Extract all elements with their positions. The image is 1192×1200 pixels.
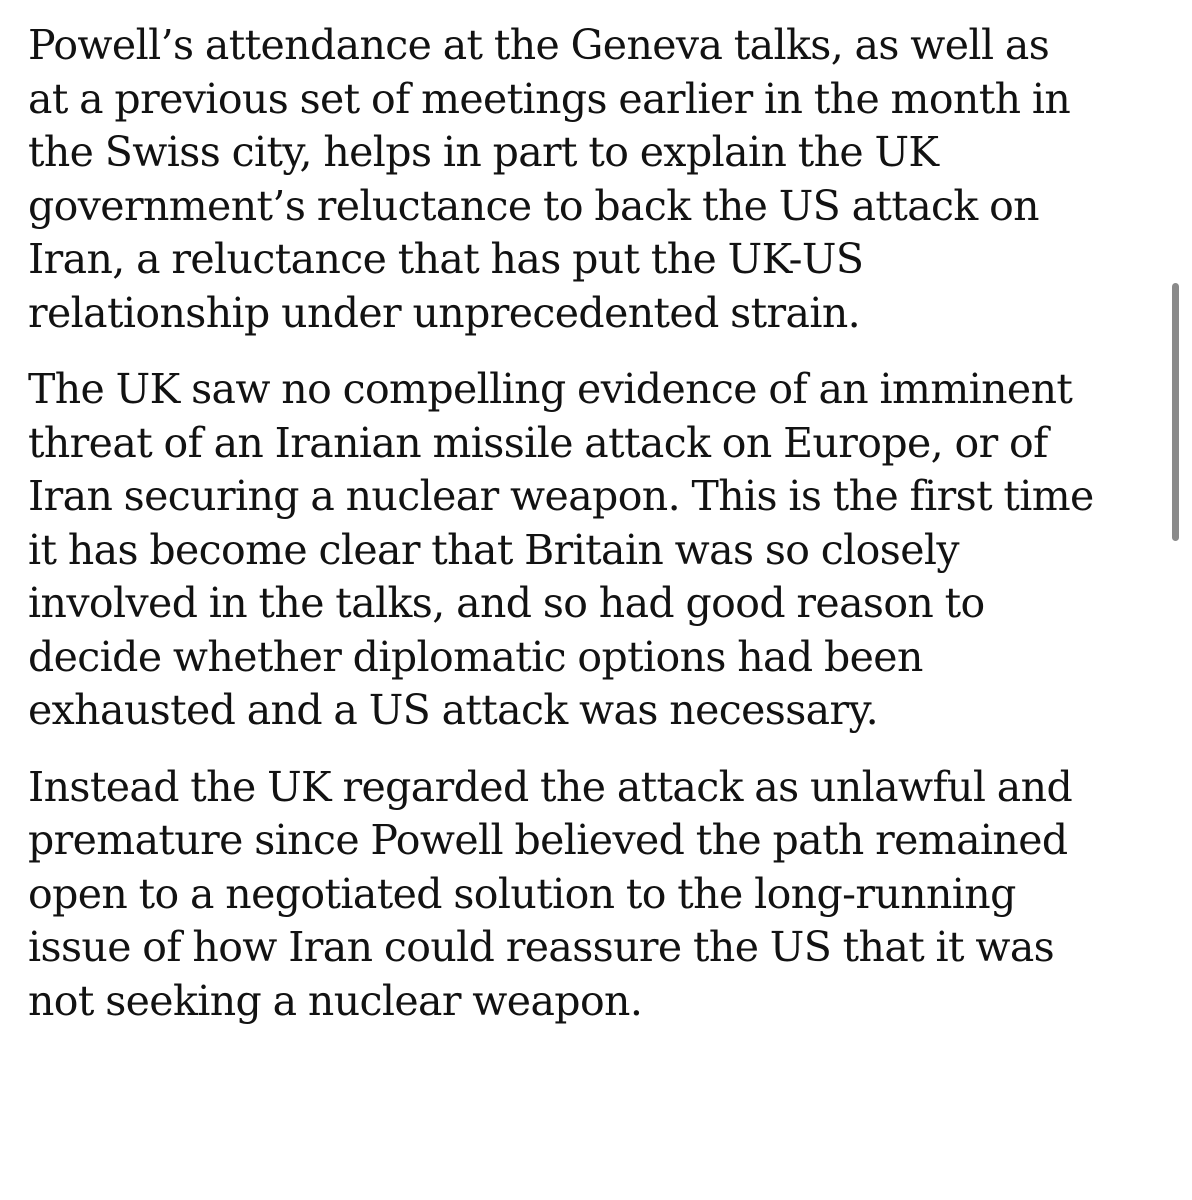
text-line: exhausted and a US attack was necessary. (28, 686, 879, 734)
text-line: issue of how Iran could reassure the US that it was (28, 923, 1055, 971)
text-line: decide whether diplomatic options had been (28, 632, 923, 681)
text-line: Iran, a reluctance that has put the UK-US (28, 235, 864, 283)
article-body (28, 19, 1188, 1028)
text-line: The UK saw no compelling evidence of an imminent (28, 365, 1073, 413)
text-line: involved in the talks, and so had good reason to (28, 579, 985, 627)
text-line: threat of an Iranian missile attack on Europe, or of (28, 418, 1048, 467)
text-line: premature since Powell believed the path remained (28, 816, 1068, 864)
scrollbar-thumb[interactable] (1172, 283, 1179, 541)
text-line: relationship under unprecedented strain. (28, 288, 861, 337)
text-line: not seeking a nuclear weapon. (28, 976, 643, 1025)
text-line: open to a negotiated solution to the long-running (28, 869, 1016, 918)
text-line: Instead the UK regarded the attack as unlawful and (28, 762, 1073, 811)
paragraph-2 (28, 363, 1188, 738)
text-line: at a previous set of meetings earlier in the month in (28, 74, 1071, 123)
paragraph-3 (28, 761, 1188, 1029)
text-line: Powell’s attendance at the Geneva talks, as well as (28, 21, 1050, 69)
text-line: government’s reluctance to back the US attack on (28, 181, 1039, 230)
paragraph-1 (28, 19, 1188, 340)
text-line: it has become clear that Britain was so closely (28, 525, 959, 574)
text-line: Iran securing a nuclear weapon. This is the first time (28, 472, 1094, 520)
text-line: the Swiss city, helps in part to explain the UK (28, 128, 939, 176)
